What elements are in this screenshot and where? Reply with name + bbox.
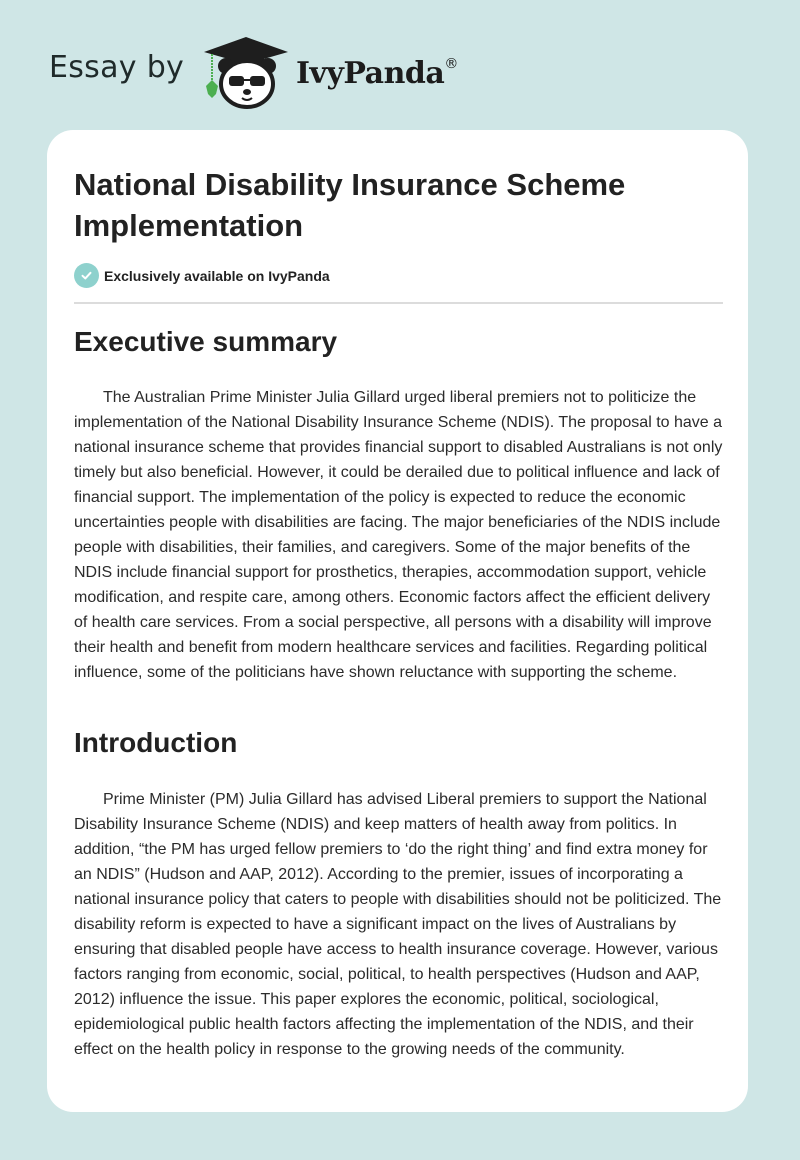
essay-by-label: Essay by bbox=[49, 50, 185, 85]
registered-mark: ® bbox=[444, 56, 458, 72]
introduction-paragraph: Prime Minister (PM) Julia Gillard has advised Liberal premiers to support the National Disability Insurance Scheme (NDIS) and keep matters of health away from politics. In addition, “the PM has urged fellow premiers to ‘do the right thing’ and find extra money for an NDIS” (Hudson and AAP, 2012). According to the premier, issues of incorporating a national insurance policy that caters to people with disabilities should not be politicized. The disability reform is expected to have a significant impact on the lives of Australians by ensuring that disabled people have access to health insurance coverage. However, various factors ranging from economic, social, political, to health perspectives (Hudson and AAP, 2012) influence the issue. This paper explores the economic, political, sociological, epidemiological public health factors affecting the implementation of the NDIS, and their effect on the health policy in response to the growing needs of the community. bbox=[74, 791, 722, 1058]
essay-card bbox=[47, 130, 748, 1112]
section-heading-executive-summary: Executive summary bbox=[74, 326, 338, 357]
exclusive-badge bbox=[74, 263, 330, 288]
section-heading-introduction: Introduction bbox=[74, 727, 238, 758]
check-circle-icon bbox=[74, 263, 99, 288]
page-title: National Disability Insurance Scheme Implementation bbox=[74, 167, 626, 243]
executive-summary-paragraph: The Australian Prime Minister Julia Gillard urged liberal premiers not to politicize the implementation of the National Disability Insurance Scheme (NDIS). The proposal to have a national insurance scheme that provides financial support to disabled Australians is not only timely but also beneficial. However, it could be derailed due to political influence and lack of financial support. The implementation of the policy is expected to reduce the economic uncertainties people with disabilities are facing. The major beneficiaries of the NDIS include people with disabilities, their families, and caregivers. Some of the major benefits of the NDIS include financial support for prosthetics, therapies, accommodation support, vehicle modification, and respite care, among others. Economic factors affect the efficient delivery of health care services. From a social perspective, all persons with a disability will improve their health and benefit from modern healthcare services and facilities. Regarding political influence, some of the politicians have shown reluctance with supporting the scheme. bbox=[74, 389, 723, 681]
badge-label: Exclusively available on IvyPanda bbox=[104, 267, 330, 284]
brand-name[interactable]: IvyPanda® bbox=[296, 56, 458, 91]
site-header bbox=[0, 0, 800, 130]
panda-graduate-logo-icon[interactable] bbox=[200, 34, 290, 110]
divider bbox=[74, 302, 723, 304]
